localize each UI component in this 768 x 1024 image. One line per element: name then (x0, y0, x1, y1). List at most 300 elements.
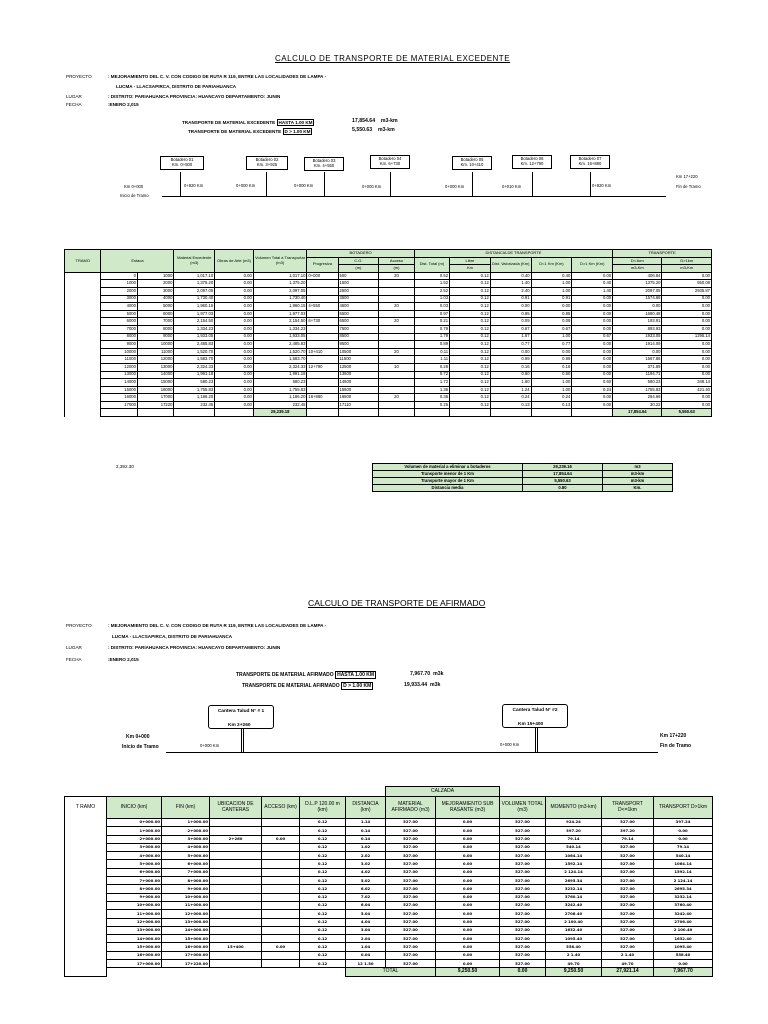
table-row (65, 310, 712, 318)
table-cell: 527.00 (500, 960, 546, 968)
botadero-1: Botadero 01 Km. 0+500 (160, 156, 204, 170)
table-cell: 1.40 (490, 280, 531, 288)
table-cell: 17110 (338, 401, 379, 409)
table-cell: 2,485.83 (174, 341, 215, 349)
table-cell: 10+000.00 (107, 901, 162, 909)
table-cell: 1.02 (346, 843, 386, 851)
table-row (65, 401, 712, 409)
table-cell: 0.00 (662, 394, 712, 402)
table-cell: 3242.40 (546, 901, 602, 909)
table-cell: 1.03 (414, 295, 449, 303)
col-t-dgt1-unit: m3-Km (662, 265, 712, 273)
col-acceso: Acceso (379, 257, 414, 265)
table-row (65, 943, 713, 951)
table-cell: 1,991.18 (253, 371, 307, 379)
table-row (65, 935, 713, 943)
table-cell: 1632.40 (546, 926, 602, 934)
table-cell (210, 877, 262, 885)
doc2-title: CALCULO DE TRANSPORTE DE AFIRMADO (308, 598, 486, 608)
table-cell: 1.60 (490, 379, 531, 387)
table-cell: 3760.14 (546, 893, 602, 901)
table-cell: 0.00 (215, 348, 254, 356)
table-cell: 2,097.05 (253, 287, 307, 295)
col-inicio: INICIO (km) (107, 797, 162, 819)
table-cell: 16+880 (307, 394, 338, 402)
doc1-proyecto-line2: LUCMA - LLACSAPIRCA, DISTRITO DE PARIAHUANCA (116, 84, 237, 89)
table-cell (379, 287, 414, 295)
table-cell: 11+000.00 (107, 910, 162, 918)
table-cell (210, 843, 262, 851)
table-cell: 1194.71 (613, 371, 662, 379)
table-row (65, 960, 713, 968)
table-cell: 7.02 (346, 893, 386, 901)
table-cell: 0.12 (450, 363, 491, 371)
table-cell: 49.70 (602, 960, 654, 968)
table-cell: 527.00 (500, 935, 546, 943)
table-cell: 0.00 (436, 860, 500, 868)
table-cell: 397.24 (654, 819, 713, 827)
axis-label: 0+000 Km (445, 184, 465, 189)
table-cell: 13000 (101, 371, 137, 379)
table-cell (379, 371, 414, 379)
cantera-1: Cantera Talud N° # 1 (208, 705, 274, 729)
table-cell: 2+260 (210, 835, 262, 843)
table-cell: 0.00 (662, 295, 712, 303)
table-cell: 1.11 (414, 356, 449, 364)
table-cell: 1000 (137, 272, 173, 280)
table-cell: 0.12 (450, 371, 491, 379)
table-cell: 527.00 (386, 868, 436, 876)
table-cell: 527.00 (386, 926, 436, 934)
col-cg: C.G. (338, 257, 379, 265)
table-cell (307, 401, 338, 409)
afirmado-table (64, 786, 713, 977)
summary-unit: Km. (603, 485, 673, 492)
table-cell: 9+000.00 (162, 885, 210, 893)
table-cell: 1567.86 (613, 356, 662, 364)
table-cell: 0.12 (300, 951, 346, 959)
table-cell: 0.00 (572, 295, 613, 303)
doc2-summary-value1: 7,967.70 m3k (410, 671, 444, 677)
table-cell: 0.12 (300, 843, 346, 851)
table-cell: 1.00 (531, 280, 572, 288)
table-cell: 1.72 (414, 379, 449, 387)
table-cell: 17+220.00 (162, 960, 210, 968)
table-cell: 5000 (137, 303, 173, 311)
table-cell: 1295.14 (662, 333, 712, 341)
table-cell: 0.00 (572, 341, 613, 349)
table-cell: 527.00 (602, 893, 654, 901)
table-cell: 500 (338, 272, 379, 280)
table-cell: 0.12 (300, 910, 346, 918)
table-cell: 5+000.00 (107, 860, 162, 868)
axis-label: 0+000 Km (236, 183, 256, 188)
table-cell: 0.00 (215, 386, 254, 394)
table-row (65, 272, 712, 280)
table-cell (307, 287, 338, 295)
axis-label-2: 0+000 Km (500, 742, 520, 747)
table-cell: 527.00 (500, 852, 546, 860)
table-cell: 2,324.33 (174, 363, 215, 371)
table-cell: 15+000.00 (162, 935, 210, 943)
col-t-dle1-unit: m3-Km (613, 265, 662, 273)
table-cell: 421.40 (662, 386, 712, 394)
table-cell: 0.13 (490, 401, 531, 409)
table-cell: 527.00 (602, 926, 654, 934)
table-cell: 5.02 (346, 877, 386, 885)
table-cell: 558.40 (546, 943, 602, 951)
table-cell: 527.00 (386, 852, 436, 860)
table-cell: 0.00 (436, 910, 500, 918)
table-cell: 0+000.00 (107, 819, 162, 827)
table-cell: 527.00 (500, 918, 546, 926)
table-cell: 0.00 (436, 843, 500, 851)
summary-value: 5,550.63 (523, 478, 603, 485)
table-cell (262, 935, 300, 943)
table-cell: 6+000.00 (162, 860, 210, 868)
table-cell: 0.12 (300, 868, 346, 876)
table-cell: 0.12 (450, 287, 491, 295)
table-cell: 1,960.15 (253, 303, 307, 311)
table-cell: 16+000.00 (162, 943, 210, 951)
table-cell: 16+000.00 (107, 951, 162, 959)
table-cell (262, 918, 300, 926)
table-cell: 1,375.20 (174, 280, 215, 288)
total-label: TOTAL (346, 968, 436, 976)
table-cell: 3500 (338, 295, 379, 303)
table-cell (210, 860, 262, 868)
table-cell: 0.12 (450, 303, 491, 311)
table-cell: 0.00 (613, 348, 662, 356)
table-cell: 550.08 (662, 280, 712, 288)
table-cell: 1,583.70 (174, 356, 215, 364)
table-cell: 2500 (338, 287, 379, 295)
table-row (65, 910, 713, 918)
table-cell: 0.00 (436, 885, 500, 893)
table-cell: 0.77 (531, 341, 572, 349)
col-material: Material Excedente (m3) (174, 250, 215, 273)
table-cell: 527.00 (386, 943, 436, 951)
table-cell: 2695.34 (654, 885, 713, 893)
table-cell: 527.00 (500, 951, 546, 959)
table-row (65, 325, 712, 333)
table-cell: 1,334.23 (253, 325, 307, 333)
table-cell: 0.67 (490, 325, 531, 333)
table-cell: 1,520.70 (253, 348, 307, 356)
table-cell: 7+000.00 (162, 868, 210, 876)
table-cell: 9000 (101, 341, 137, 349)
summary-unit: m3-km (603, 471, 673, 478)
table-cell: 0.12 (450, 394, 491, 402)
table-cell: 11+000.00 (162, 901, 210, 909)
table-cell (210, 827, 262, 835)
table-cell: 7000 (137, 318, 173, 326)
table-cell: 0.00 (490, 348, 531, 356)
table-cell: 0.40 (572, 280, 613, 288)
table-cell: 9+000.00 (107, 893, 162, 901)
table-cell: 1,583.70 (253, 356, 307, 364)
table-cell (210, 918, 262, 926)
col-distancia: DISTANCIA DE TRANSPORTE (414, 250, 612, 258)
table-cell: 0.12 (300, 827, 346, 835)
table-cell: 0.21 (414, 318, 449, 326)
table-cell (210, 893, 262, 901)
table-row (65, 860, 713, 868)
table-cell: 0.12 (450, 318, 491, 326)
col-acceso-unit: (m) (379, 265, 414, 273)
table-cell: 527.00 (602, 819, 654, 827)
summary-label: Distancia media (373, 485, 523, 492)
table-cell: 0.00 (215, 295, 254, 303)
table-cell: 193.91 (613, 318, 662, 326)
table-cell: 1095.40 (654, 943, 713, 951)
table-cell (262, 827, 300, 835)
table-cell: 1592.14 (546, 860, 602, 868)
table-cell: 0.00 (436, 877, 500, 885)
axis-label: 0+000 Km (362, 184, 382, 189)
summary-value: 17,854.64 (523, 471, 603, 478)
table-cell: 1914.09 (613, 341, 662, 349)
table-cell: 348.14 (662, 379, 712, 387)
cantera-2-km: Km 15+400 (518, 722, 544, 727)
table-cell: 3232.14 (546, 885, 602, 893)
table-cell: 0.00 (215, 287, 254, 295)
table-cell: 11000 (101, 356, 137, 364)
table-cell: 4+550 (307, 303, 338, 311)
table-cell: 0.12 (300, 918, 346, 926)
table-cell (307, 280, 338, 288)
table-cell: 0.00 (215, 318, 254, 326)
table-cell: 0.72 (414, 371, 449, 379)
table-cell (262, 860, 300, 868)
table-cell: 79.14 (546, 835, 602, 843)
km-end-sub: Fin de Tramo (676, 184, 701, 189)
table-cell: 0.00 (215, 310, 254, 318)
km-start-2: Km 0+000 (126, 734, 150, 740)
table-cell (307, 333, 338, 341)
table-cell: 0.12 (300, 819, 346, 827)
table-cell: 9000 (137, 333, 173, 341)
table-cell: 4000 (137, 295, 173, 303)
col-material-2: MATERIAL AFIRMADO (m3) (386, 797, 436, 819)
table-cell: 527.00 (500, 910, 546, 918)
table-cell: 2,154.50 (174, 318, 215, 326)
col-libre: Libre (450, 257, 491, 265)
table-cell: 13500 (338, 371, 379, 379)
km-end: Km 17+220 (676, 174, 698, 179)
km-start-sub: Inicio de Tramo (120, 193, 149, 198)
col-obras: Obras de Arte (m3) (215, 250, 254, 273)
col-dgt1: D>1 Km (Km) (572, 257, 613, 272)
doc1-lugar: LUGAR : DISTRITO: PARIAHUANCA PROVINCIA: HUANCAYO DEPARTAMENTO: JUNIN (66, 94, 281, 99)
table-cell: 13+000.00 (162, 918, 210, 926)
total-dgt1: 5,550.63 (662, 409, 712, 417)
table-cell: 527.00 (500, 819, 546, 827)
table-cell: 0.60 (490, 371, 531, 379)
col-volumen: Volumen Total a Transportar (m3) (253, 250, 307, 273)
botadero-7: Botadero 07 Km. 16+880 (570, 155, 610, 169)
table-cell: 0.00 (215, 325, 254, 333)
table-cell: 2+000.00 (107, 835, 162, 843)
table-cell: 527.00 (386, 843, 436, 851)
table-row (65, 371, 712, 379)
table-cell: 0.12 (450, 386, 491, 394)
km-end-sub-2: Fin de Tramo (660, 743, 692, 749)
col-volumen-2: VOLUMEN TOTAL (m3) (500, 797, 546, 819)
table-cell: 527.00 (500, 893, 546, 901)
table-cell: 12+000.00 (162, 910, 210, 918)
table-cell: 0.00 (436, 960, 500, 968)
table-cell: 0.52 (414, 272, 449, 280)
col-calzada: CALZADA (386, 787, 500, 797)
table-cell: 0.00 (215, 379, 254, 387)
axis-label: 0+010 Km (502, 184, 522, 189)
table-cell: 0.00 (572, 371, 613, 379)
excedente-summary (372, 463, 673, 492)
table-cell: 6000 (137, 310, 173, 318)
table-cell: 30.22 (613, 401, 662, 409)
table-cell (262, 868, 300, 876)
table-cell: 1064.14 (654, 860, 713, 868)
table-cell: 0.40 (490, 272, 531, 280)
table-cell: 2,324.33 (253, 363, 307, 371)
table-cell: 1,334.23 (174, 325, 215, 333)
table-cell: 8000 (101, 333, 137, 341)
km-start: Km 0+000 (124, 184, 144, 189)
table-cell: 1064.14 (546, 852, 602, 860)
table-cell: 2,097.05 (174, 287, 215, 295)
table-cell (262, 852, 300, 860)
table-cell: 1592.14 (654, 868, 713, 876)
botadero-5: Botadero 05 Km. 10+410 (452, 156, 492, 170)
table-cell: 0 (101, 272, 137, 280)
table-cell: 924.24 (546, 819, 602, 827)
table-cell: 0.12 (300, 877, 346, 885)
table-cell: 0.00 (572, 401, 613, 409)
table-cell: 12 1.50 (346, 960, 386, 968)
table-cell: 6.02 (346, 885, 386, 893)
table-cell: 1,991.18 (174, 371, 215, 379)
table-cell (379, 333, 414, 341)
table-cell: 0.28 (414, 363, 449, 371)
col-t-dgt1: D>1km (662, 257, 712, 265)
axis-label: 0+820 Km (184, 183, 204, 188)
table-cell (307, 341, 338, 349)
table-cell: 0.12 (300, 943, 346, 951)
table-cell: 0.12 (300, 885, 346, 893)
table-row (65, 901, 713, 909)
table-cell: 0.04 (346, 951, 386, 959)
table-cell: 0.00 (654, 960, 713, 968)
col-mejoramiento: MEJORAMIENTO SUB RASANTE (m3) (436, 797, 500, 819)
table-cell (262, 926, 300, 934)
table-cell: 2 1.40 (602, 951, 654, 959)
table-cell: 406.84 (613, 272, 662, 280)
table-row (65, 827, 713, 835)
table-cell: 1,730.40 (174, 295, 215, 303)
table-cell: 0.12 (450, 272, 491, 280)
table-cell: 0.00 (572, 348, 613, 356)
summary-row (373, 478, 673, 485)
table-cell: 2097.05 (613, 287, 662, 295)
km-start-sub-2: Inicio de Tramo (122, 744, 159, 750)
table-cell: 2,485.83 (253, 341, 307, 349)
table-cell: 2.04 (346, 935, 386, 943)
table-cell: 12+790 (307, 363, 338, 371)
table-row (65, 843, 713, 851)
table-cell: 0.60 (572, 379, 613, 387)
table-cell: 15500 (338, 386, 379, 394)
table-cell: 580.23 (174, 379, 215, 387)
table-cell: 14+000.00 (162, 926, 210, 934)
table-cell: 527.00 (386, 893, 436, 901)
table-cell: 527.00 (386, 827, 436, 835)
table-cell: 0.00 (572, 394, 613, 402)
table-cell (210, 868, 262, 876)
table-row (65, 333, 712, 341)
km-end-2: Km 17+220 (660, 733, 687, 739)
table-cell: 1,933.05 (253, 333, 307, 341)
table-cell: 2706.40 (654, 918, 713, 926)
table-row (65, 835, 713, 843)
table-cell (379, 401, 414, 409)
table-row (65, 318, 712, 326)
table-cell: 0.00 (215, 394, 254, 402)
table-cell: 1.04 (346, 943, 386, 951)
table-cell: 6500 (338, 318, 379, 326)
table-cell: 0.12 (450, 356, 491, 364)
table-cell: 0.12 (450, 280, 491, 288)
table-cell: 0.00 (436, 943, 500, 951)
table-cell: 0.00 (662, 371, 712, 379)
table-cell: 0.24 (572, 386, 613, 394)
table-cell: 0.00 (436, 935, 500, 943)
table-cell: 17+000.00 (162, 951, 210, 959)
table-cell: 0.85 (531, 310, 572, 318)
table-cell: 15+400 (210, 943, 262, 951)
table-cell: 12000 (101, 363, 137, 371)
col-tramo-2: T RAMO (65, 797, 107, 819)
table-cell (210, 819, 262, 827)
table-cell: 0.77 (490, 341, 531, 349)
table-cell: 0.00 (215, 401, 254, 409)
summary-unit: m3 (603, 464, 673, 471)
table-row (65, 348, 712, 356)
summary-row (373, 485, 673, 492)
table-cell: 0.00 (662, 310, 712, 318)
table-cell: 0.00 (215, 356, 254, 364)
table-cell: 558.40 (654, 951, 713, 959)
total-dle1: 17,854.64 (613, 409, 662, 417)
table-cell (210, 960, 262, 968)
table-cell: 0.91 (490, 295, 531, 303)
table-cell (262, 885, 300, 893)
table-cell (307, 356, 338, 364)
table-cell: 49.70 (546, 960, 602, 968)
table-cell: 12+000.00 (107, 918, 162, 926)
table-cell: 2,154.50 (253, 318, 307, 326)
col-progresiva: Progresiva (307, 257, 338, 272)
table-cell: 1+000.00 (162, 819, 210, 827)
table-cell (379, 280, 414, 288)
table-cell: 5.04 (346, 910, 386, 918)
table-cell: 527.00 (386, 877, 436, 885)
col-dle1: D<1 Km (Km) (531, 257, 572, 272)
table-cell (379, 386, 414, 394)
table-cell: 232.45 (174, 401, 215, 409)
table-cell: 0.00 (662, 401, 712, 409)
table-cell (307, 310, 338, 318)
